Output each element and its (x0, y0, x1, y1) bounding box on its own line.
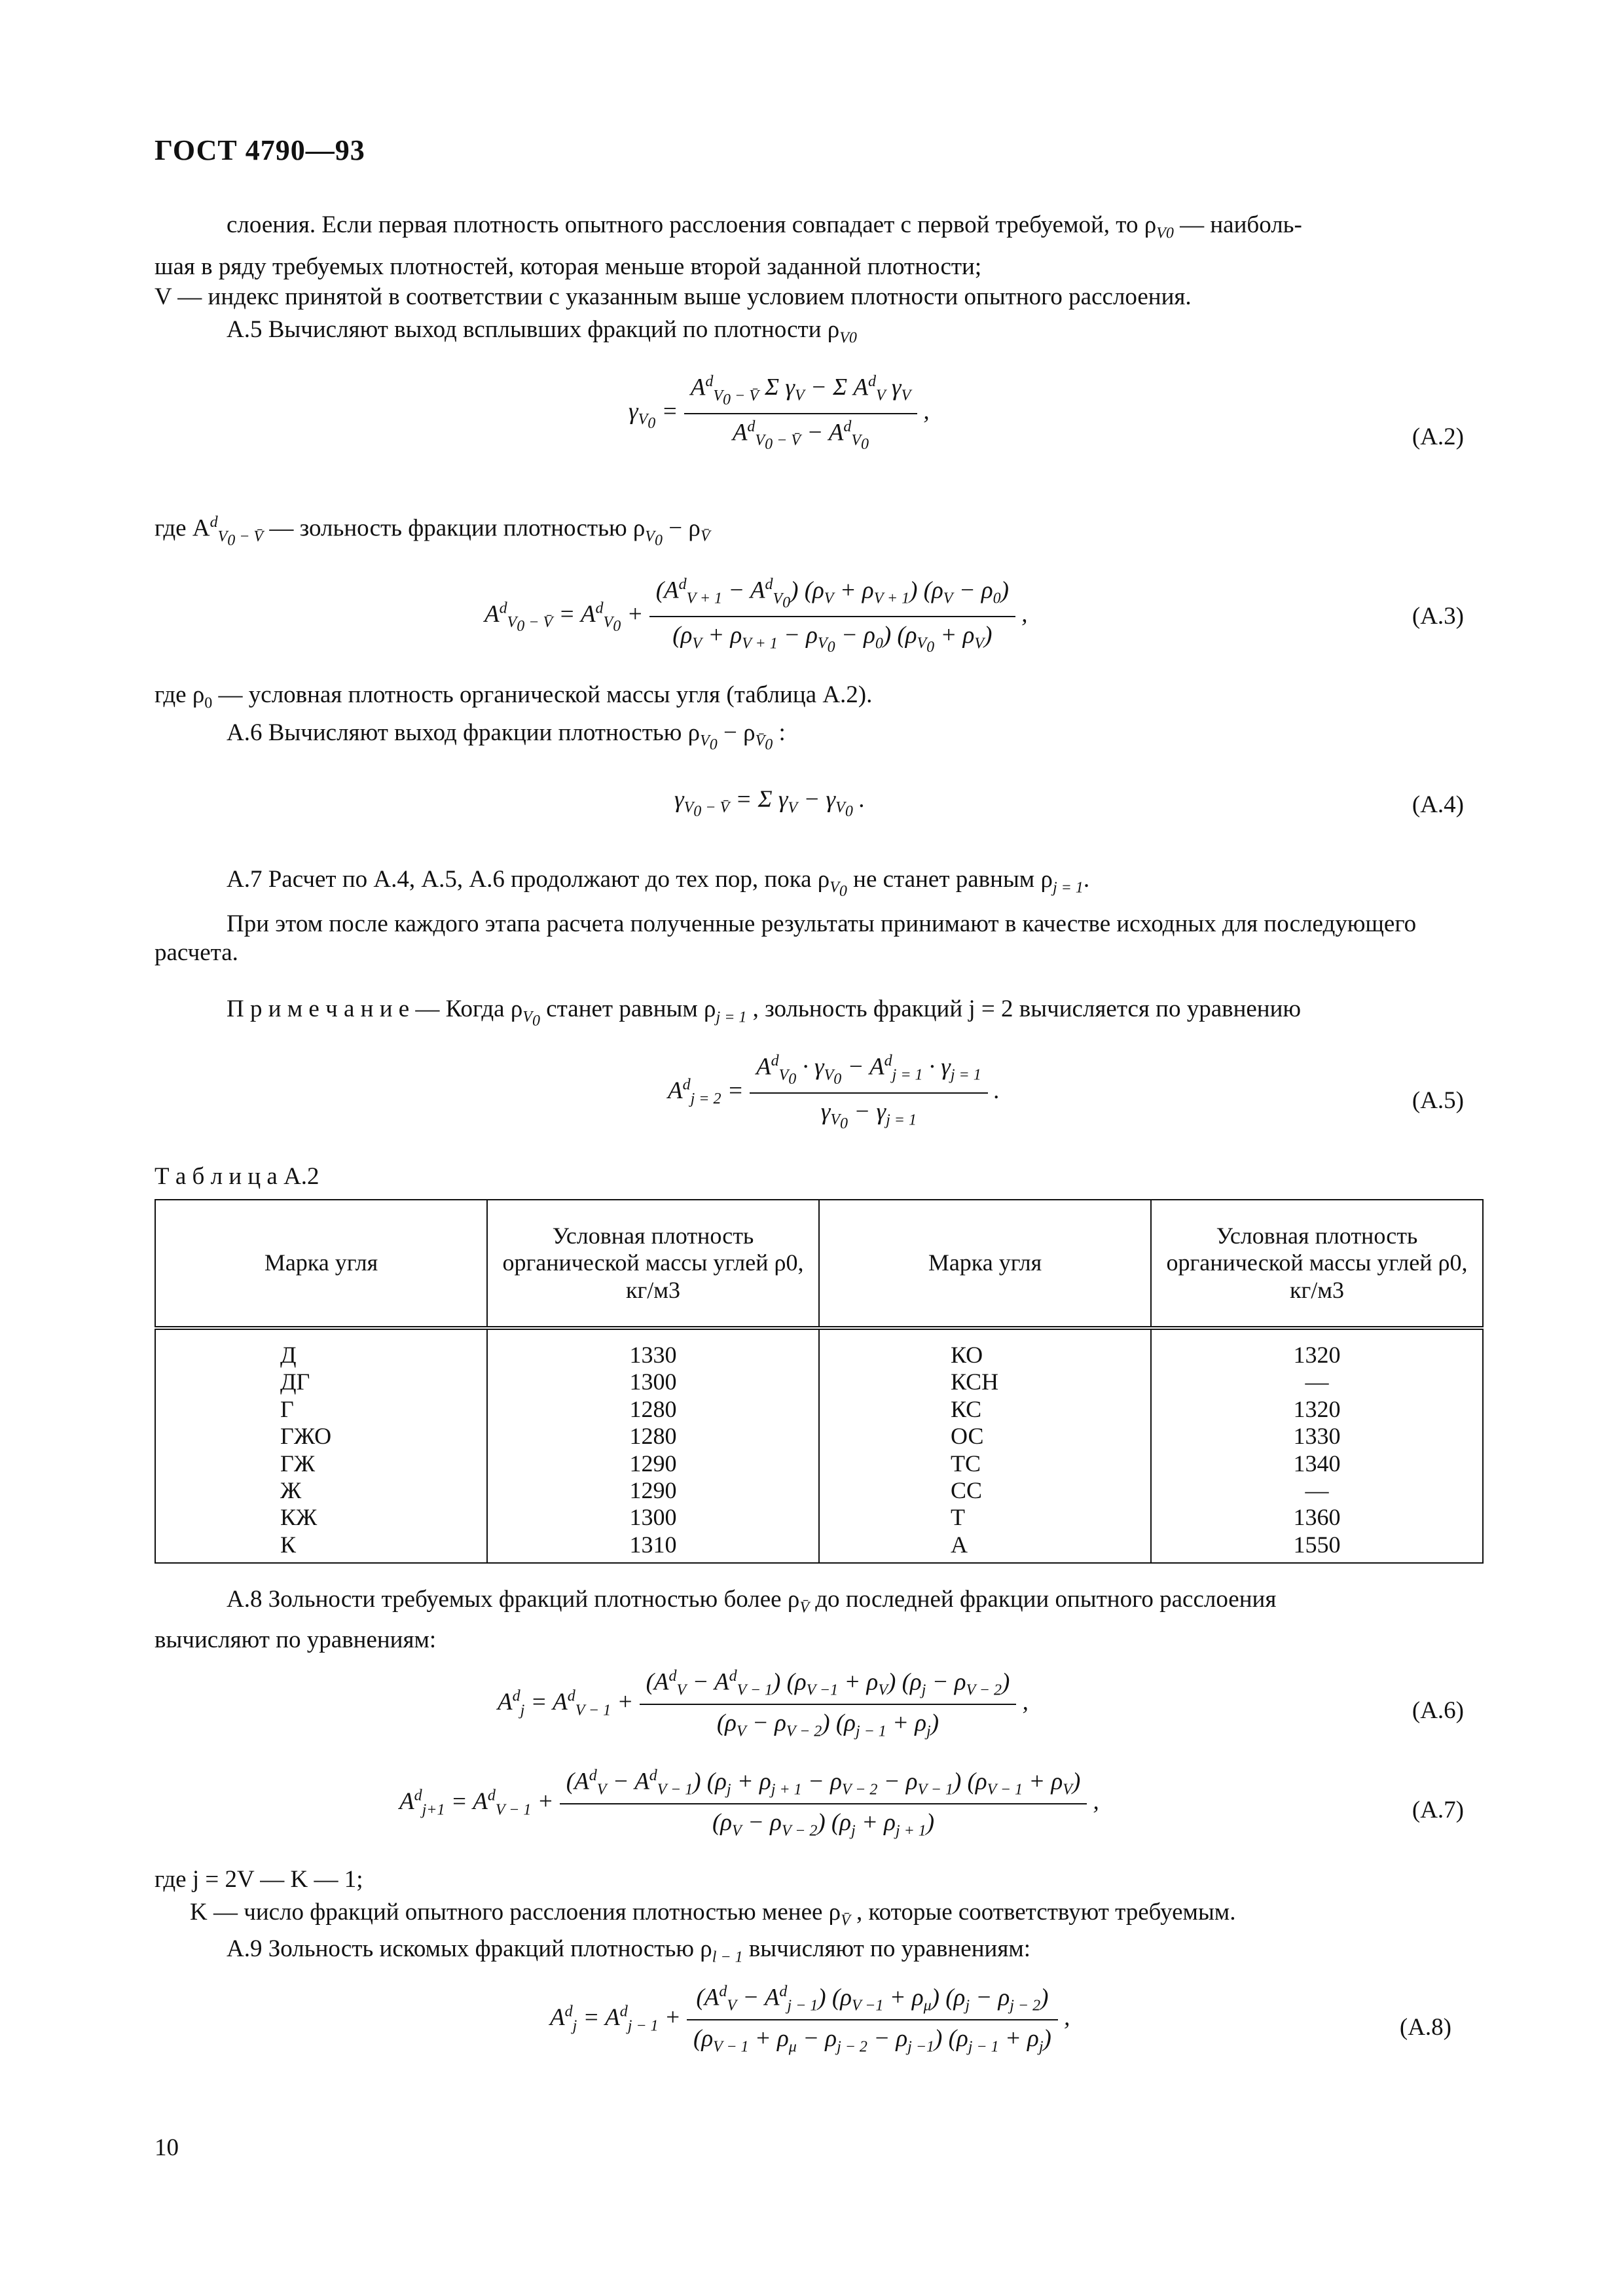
column-density-2 (1151, 1328, 1483, 1563)
where-clause-1: где $A^d_{V_0 - V̄}$ — зольность фракции плотностью $\rho_{V_0} - \rho_{V̄}$ (155, 514, 710, 549)
equation-number-a7: (А.7) (1412, 1797, 1464, 1823)
where-clause-2: где $\rho_0$ — условная плотность органической массы угля (таблица А.2). (155, 681, 873, 712)
cell: 1360 (1293, 1504, 1341, 1531)
header-density-2: Условная плотность органической массы углей ρ0, кг/м3 (1151, 1200, 1483, 1328)
clause-a8-continued: вычисляют по уравнениям: (155, 1626, 437, 1653)
equation-a3: $A^d_{V_0 - V̄} = A^d_{V_0}$ + $\frac{(A^d_{V + 1} - A^d_{V_0}) (\rho_V + \rho_{V + 1}) (\rho_V - \rho_0)}{(\rho_V + \rho_{V + 1} - \rho_{V_0} - \rho_0) (\rho_{V_0} + \rho_V)}$ , (484, 576, 1028, 656)
cell: — (1305, 1477, 1329, 1503)
cell: КЖ (280, 1504, 318, 1531)
cell: ТС (951, 1450, 981, 1477)
table-caption: Т а б л и ц а А.2 (155, 1163, 319, 1190)
document-header: ГОСТ 4790—93 (155, 134, 365, 166)
cell: КО (951, 1342, 983, 1368)
cell: Д (280, 1342, 297, 1368)
paragraph-next-step: При этом после каждого этапа расчета полученные результаты принимают в качестве исходных для последующего расчета. (155, 910, 1417, 967)
cell: 1310 (629, 1531, 677, 1558)
coal-density-table (155, 1199, 1484, 1564)
equation-a7: $A^d_{j+1} = A^d_{V - 1}$ + $(A^d_V - A^d_{V - 1}) (\rho_j + \rho_{j + 1} - \rho_{V - 2} - \rho_{V - 1}) (\rho_{V - 1} + \rho_V)$ $(\rho_V - \rho_{V - 2}) (\rho_j + \rho_{j + 1})$ , (399, 1767, 1099, 1840)
clause-a9: А.9 Зольность искомых фракций плотностью $\rho_{l - 1}$ вычисляют по уравнениям: (227, 1935, 1031, 1966)
table-body-row (155, 1328, 1483, 1563)
paragraph-line: шая в ряду требуемых плотностей, которая меньше второй заданной плотности; (155, 253, 982, 280)
cell: 1290 (629, 1477, 677, 1503)
paragraph-continuation: слоения. Если первая плотность опытного расслоения совпадает с первой требуемой, то $\rho_{V0}$ — наиболь- (227, 211, 1302, 242)
cell: 1290 (629, 1450, 677, 1477)
header-coal-grade-2: Марка угля (819, 1200, 1151, 1328)
cell: Ж (280, 1477, 302, 1503)
equation-a5: $A^d_{j = 2}$ = $\frac{A^d_{V_0} \cdot \gamma_{V_0} - A^d_{j = 1} \cdot \gamma_{j = 1}}{\gamma_{V_0} - \gamma_{j = 1}}$ . (668, 1052, 1000, 1132)
cell: 1280 (629, 1395, 677, 1422)
table-header-row (155, 1200, 1483, 1328)
column-coal-grade-2 (819, 1328, 1151, 1563)
cell: СС (951, 1477, 983, 1503)
cell: 1330 (1293, 1423, 1341, 1450)
clause-a5: А.5 Вычисляют выход всплывших фракций по плотности $\rho_{V0}$ (227, 316, 857, 347)
paragraph-v-definition: V — индекс принятой в соответствии с указанным выше условием плотности опытного расслоения. (155, 283, 1192, 310)
equation-number-a5: (А.5) (1412, 1087, 1464, 1114)
equation-number-a3: (А.3) (1412, 603, 1464, 630)
cell: 1340 (1293, 1450, 1341, 1477)
cell: ОС (951, 1423, 984, 1450)
cell: — (1305, 1369, 1329, 1395)
cell: 1550 (1293, 1531, 1341, 1558)
page-number: 10 (155, 2134, 179, 2161)
equation-a4: $\gamma_{V_0 - V̄} = \Sigma$ $\gamma_V - \gamma_{V_0}$ . (674, 786, 866, 821)
equation-a6: $A^d_j = A^d_{V - 1}$ + $\frac{(A^d_V - A^d_{V - 1}) (\rho_{V -1} + \rho_V) (\rho_j - \rho_{V - 2})}{(\rho_V - \rho_{V - 2}) (\rho_{j - 1} + \rho_j)}$ , (498, 1668, 1029, 1740)
column-density-1 (487, 1328, 819, 1563)
equation-number-a8: (А.8) (1399, 2014, 1451, 2041)
cell: 1330 (629, 1342, 677, 1368)
equation-number-a2: (А.2) (1412, 423, 1464, 450)
cell: КСН (951, 1369, 999, 1395)
k-definition: K — число фракций опытного расслоения плотностью менее $\rho_{V̄}$ , которые соответствуют требуемым. (190, 1899, 1236, 1929)
cell: 1300 (629, 1504, 677, 1531)
cell: 1320 (1293, 1395, 1341, 1422)
cell: 1320 (1293, 1342, 1341, 1368)
cell: КС (951, 1395, 982, 1422)
equation-number-a4: (А.4) (1412, 791, 1464, 818)
cell: ДГ (280, 1369, 310, 1395)
equation-number-a6: (А.6) (1412, 1697, 1464, 1724)
clause-a7: А.7 Расчет по А.4, А.5, А.6 продолжают до тех пор, пока $\rho_{V_0}$ не станет равным $\rho_{j = 1}$. (227, 866, 1090, 901)
cell: ГЖ (280, 1450, 316, 1477)
header-density-1: Условная плотность органической массы углей ρ0, кг/м3 (487, 1200, 819, 1328)
column-coal-grade-1 (155, 1328, 487, 1563)
equation-a2: $\gamma_{V_0}$ = $\frac{A^d_{V_0 - V̄} \Sigma \gamma_V - \Sigma A^d_V \gamma_V}{A^d_{V_0 - V̄} - A^d_{V_0}}$ , (629, 373, 930, 454)
where-clause-3: где j = 2V — K — 1; (155, 1866, 363, 1893)
note: П р и м е ч а н и е — Когда $\rho_{V_0}$ станет равным $\rho_{j = 1}$ , зольность фракций j = 2 вычисляется по уравнению (227, 996, 1302, 1030)
clause-a8: А.8 Зольности требуемых фракций плотностью более $\rho_{V̄}$ до последней фракции опытного расслоения (227, 1586, 1277, 1617)
cell: Т (951, 1504, 965, 1531)
cell: 1300 (629, 1369, 677, 1395)
cell: А (951, 1531, 968, 1558)
cell: ГЖО (280, 1423, 332, 1450)
clause-a6: А.6 Вычисляют выход фракции плотностью $\rho_{V_0} - \rho_{V̄_0}$ : (227, 719, 786, 754)
equation-a8: $A^d_j = A^d_{j - 1}$ + $\frac{(A^d_V - A^d_{j - 1}) (\rho_{V -1} + \rho_\mu) (\rho_j - \rho_{j - 2})}{(\rho_{V - 1} + \rho_\mu - \rho_{j - 2} - \rho_{j -1}) (\rho_{j - 1} + \rho_j)}$ , (550, 1983, 1070, 2056)
cell: К (280, 1531, 297, 1558)
header-coal-grade-1: Марка угля (155, 1200, 487, 1328)
cell: 1280 (629, 1423, 677, 1450)
cell: Г (280, 1395, 294, 1422)
